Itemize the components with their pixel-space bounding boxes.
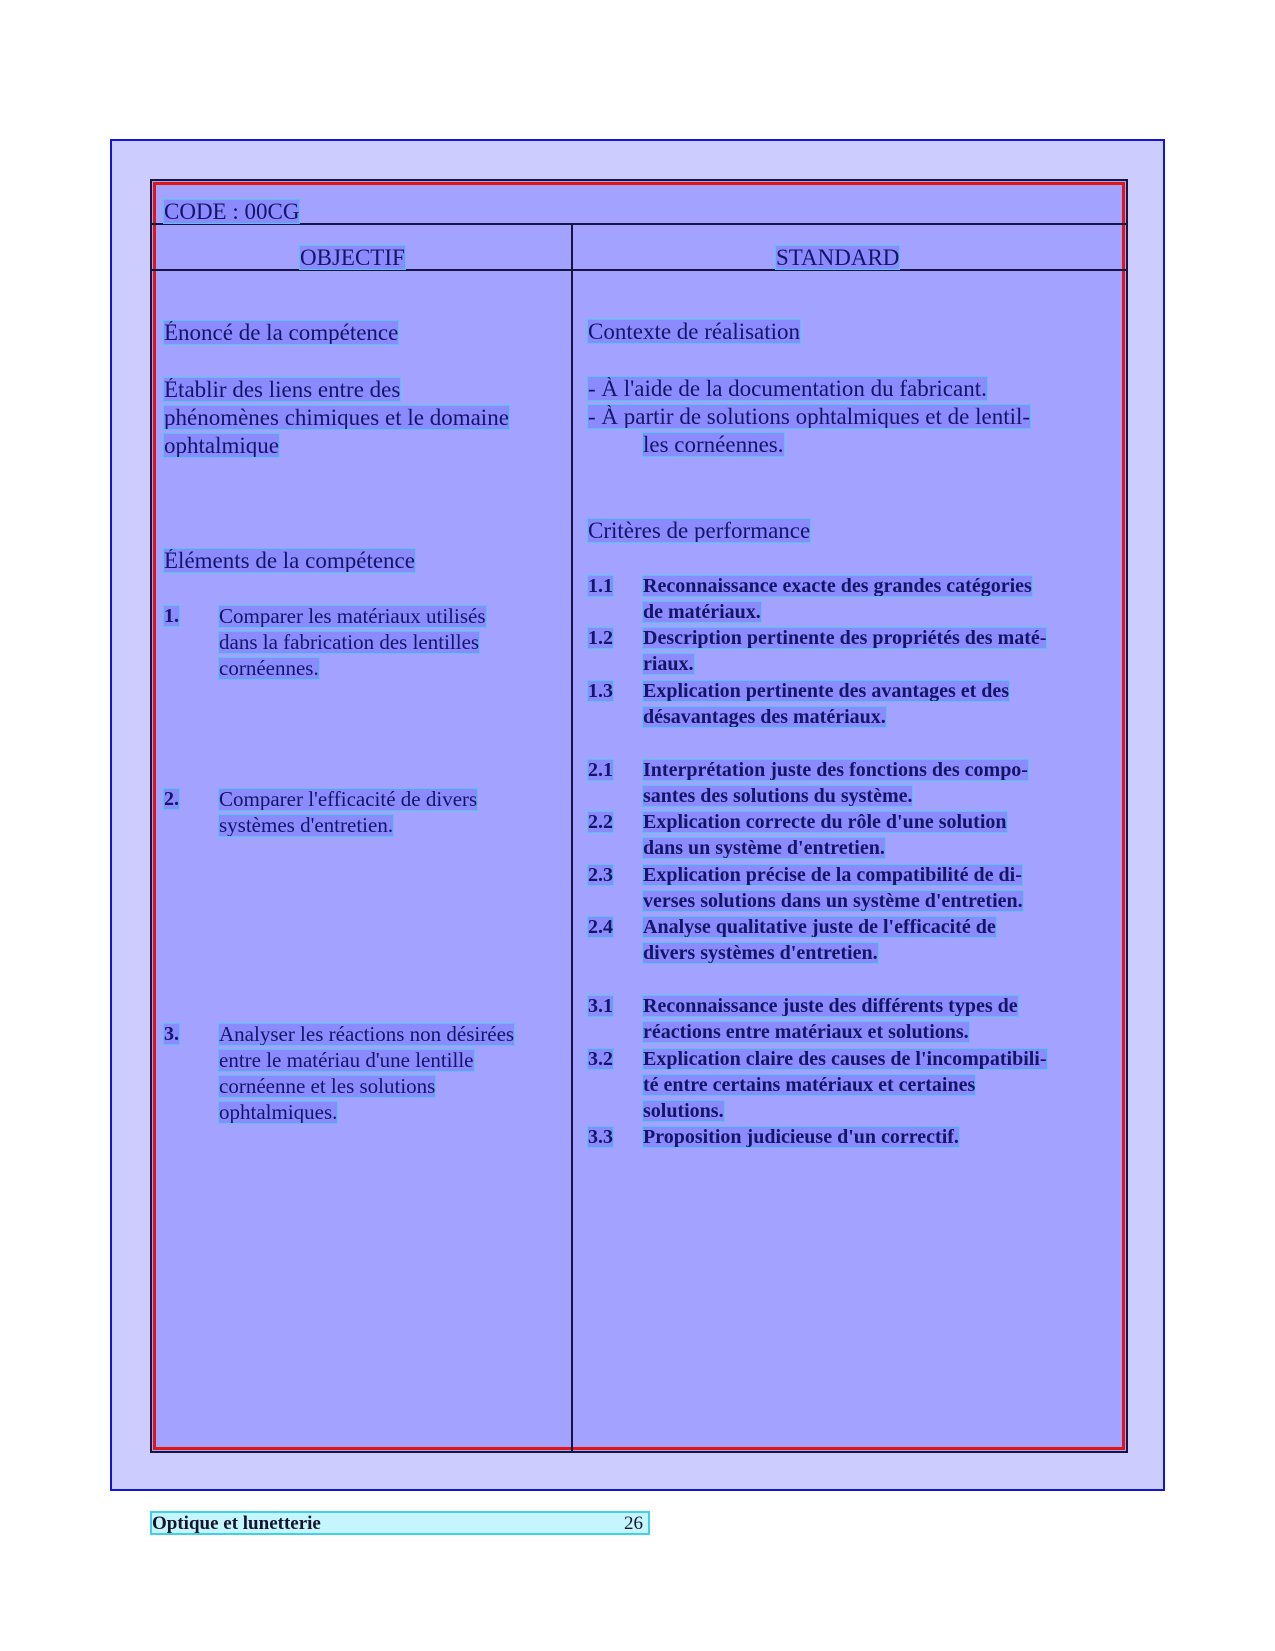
element-line: systèmes d'entretien. bbox=[219, 813, 394, 837]
critere-line: Interprétation juste des fonctions des compo- bbox=[643, 759, 1028, 781]
critere-number: 1.2 bbox=[588, 627, 613, 649]
critere-line: Reconnaissance exacte des grandes catégories bbox=[643, 575, 1032, 597]
critere-line: verses solutions dans un système d'entretien. bbox=[643, 890, 1023, 912]
critere-number: 2.2 bbox=[588, 811, 613, 833]
contexte-line: - À partir de solutions ophtalmiques et de lentil- bbox=[588, 404, 1031, 429]
element-number: 2. bbox=[164, 788, 179, 810]
column-divider bbox=[571, 223, 573, 1451]
criteres-title: Critères de performance bbox=[588, 518, 811, 543]
element-line: ophtalmiques. bbox=[219, 1100, 338, 1124]
critere-line: solutions. bbox=[643, 1100, 724, 1122]
element-line: cornéenne et les solutions bbox=[219, 1074, 436, 1098]
code-label: CODE : 00CG bbox=[164, 199, 300, 224]
objectif-header: OBJECTIF bbox=[300, 245, 405, 270]
critere-number: 3.1 bbox=[588, 995, 613, 1017]
contexte-title: Contexte de réalisation bbox=[588, 319, 801, 344]
critere-number: 2.1 bbox=[588, 759, 613, 781]
critere-line: riaux. bbox=[643, 653, 694, 675]
critere-line: Proposition judicieuse d'un correctif. bbox=[643, 1126, 959, 1148]
enonce-line: ophtalmique bbox=[164, 433, 279, 458]
critere-number: 2.3 bbox=[588, 864, 613, 886]
critere-number: 1.3 bbox=[588, 680, 613, 702]
element-number: 1. bbox=[164, 605, 179, 627]
critere-number: 2.4 bbox=[588, 916, 613, 938]
contexte-line: les cornéennes. bbox=[643, 432, 784, 457]
element-line: entre le matériau d'une lentille bbox=[219, 1048, 474, 1072]
critere-line: Explication claire des causes de l'incompatibili- bbox=[643, 1048, 1047, 1070]
element-line: dans la fabrication des lentilles bbox=[219, 630, 480, 654]
critere-line: Analyse qualitative juste de l'efficacité de bbox=[643, 916, 996, 938]
element-line: Comparer l'efficacité de divers bbox=[219, 787, 478, 811]
contexte-line: - À l'aide de la documentation du fabricant. bbox=[588, 376, 987, 401]
elements-title: Éléments de la compétence bbox=[164, 548, 415, 573]
element-line: cornéennes. bbox=[219, 656, 319, 680]
critere-line: réactions entre matériaux et solutions. bbox=[643, 1021, 969, 1043]
critere-line: Explication pertinente des avantages et des bbox=[643, 680, 1010, 702]
column-header-divider bbox=[152, 269, 1126, 271]
element-line: Analyser les réactions non désirées bbox=[219, 1022, 515, 1046]
enonce-line: phénomènes chimiques et le domaine bbox=[164, 405, 509, 430]
footer-title: Optique et lunetterie bbox=[152, 1513, 321, 1534]
element-number: 3. bbox=[164, 1023, 179, 1045]
enonce-line: Établir des liens entre des bbox=[164, 377, 401, 402]
critere-number: 3.2 bbox=[588, 1048, 613, 1070]
critere-line: divers systèmes d'entretien. bbox=[643, 942, 878, 964]
page-number: 26 bbox=[624, 1513, 643, 1534]
critere-line: Explication précise de la compatibilité de di- bbox=[643, 864, 1022, 886]
critere-line: Explication correcte du rôle d'une solution bbox=[643, 811, 1007, 833]
critere-number: 1.1 bbox=[588, 575, 613, 597]
standard-header: STANDARD bbox=[776, 245, 900, 270]
critere-line: té entre certains matériaux et certaines bbox=[643, 1074, 976, 1096]
critere-line: dans un système d'entretien. bbox=[643, 837, 885, 859]
element-line: Comparer les matériaux utilisés bbox=[219, 604, 486, 628]
critere-line: santes des solutions du système. bbox=[643, 785, 913, 807]
critere-number: 3.3 bbox=[588, 1126, 613, 1148]
page-footer bbox=[152, 1513, 648, 1533]
critere-line: désavantages des matériaux. bbox=[643, 706, 886, 728]
critere-line: de matériaux. bbox=[643, 601, 761, 623]
enonce-title: Énoncé de la compétence bbox=[164, 320, 399, 345]
critere-line: Description pertinente des propriétés des maté- bbox=[643, 627, 1047, 649]
critere-line: Reconnaissance juste des différents types de bbox=[643, 995, 1018, 1017]
